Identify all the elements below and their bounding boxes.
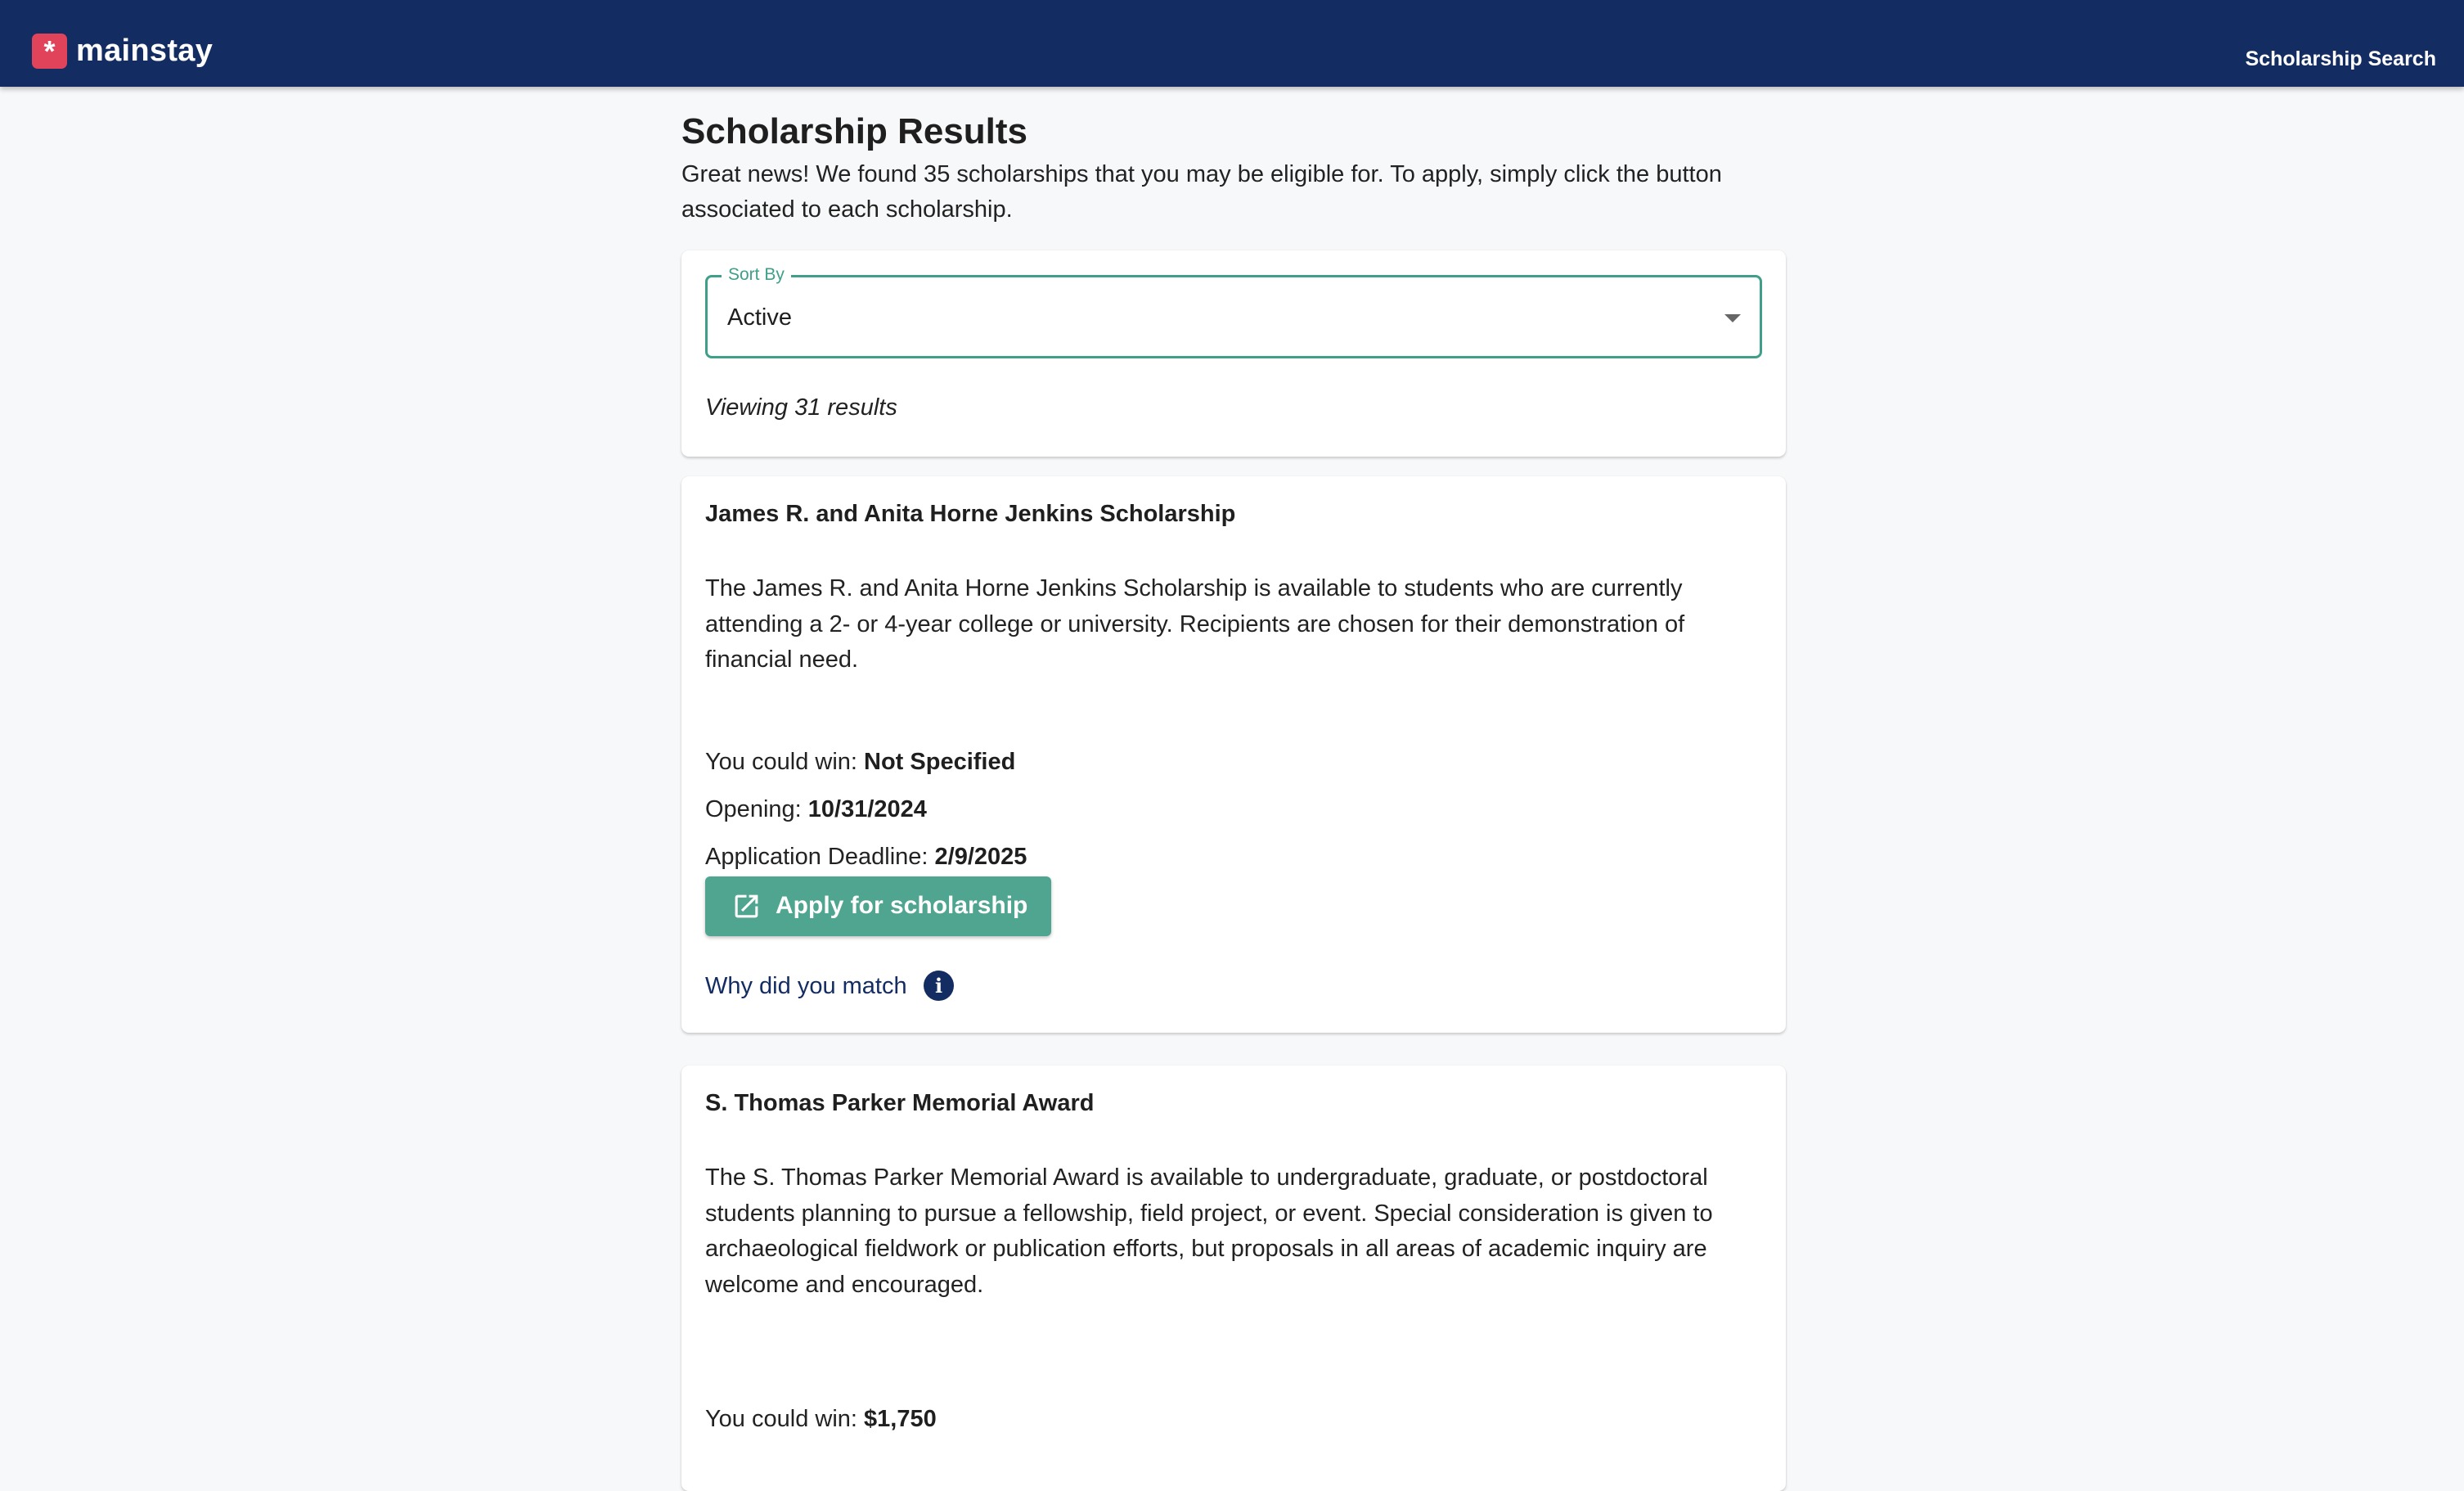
deadline-label: Application Deadline: — [705, 844, 928, 870]
scholarship-title: S. Thomas Parker Memorial Award — [705, 1090, 1095, 1116]
why-did-you-match-link[interactable]: Why did you match — [705, 973, 907, 999]
scholarship-description: The S. Thomas Parker Memorial Award is available to undergraduate, graduate, or postdoctoral students planning to pursue a fellowship, field project, or event. Special consideration is given to archaeological fieldwork or publication efforts, but proposals in all areas of academic inquiry are welcome and encouraged. — [705, 1164, 1713, 1298]
award-label: You could win: — [705, 1406, 857, 1432]
award-value: $1,750 — [864, 1406, 937, 1432]
scholarship-card — [681, 476, 1786, 1033]
award-value: Not Specified — [864, 749, 1016, 775]
opening-label: Opening: — [705, 796, 802, 822]
apply-button-label: Apply for scholarship — [776, 892, 1028, 919]
top-navigation-bar — [0, 0, 2464, 87]
award-amount — [705, 749, 1015, 776]
caret-down-icon[interactable] — [1724, 314, 1741, 322]
award-label: You could win: — [705, 749, 857, 775]
scholarship-search-link[interactable]: Scholarship Search — [2245, 47, 2436, 70]
page-intro: Great news! We found 35 scholarships that you may be eligible for. To apply, simply click the button associated to each scholarship. — [681, 161, 1722, 223]
scholarship-card — [681, 1065, 1786, 1491]
sort-by-select[interactable] — [705, 265, 1762, 358]
application-deadline — [705, 844, 1027, 871]
award-amount — [705, 1406, 937, 1433]
info-icon[interactable]: i — [924, 971, 954, 1001]
deadline-value: 2/9/2025 — [934, 844, 1027, 870]
scholarship-description: The James R. and Anita Horne Jenkins Scholarship is available to students who are currently attending a 2- or 4-year college or university. Recipients are chosen for their demonstration of financial need. — [705, 575, 1685, 673]
external-link-icon — [731, 891, 762, 921]
asterisk-logo-icon: * — [32, 34, 67, 69]
apply-for-scholarship-button[interactable] — [705, 876, 1051, 936]
sort-by-value: Active — [727, 304, 792, 331]
opening-date — [705, 796, 927, 823]
results-count: Viewing 31 results — [705, 394, 897, 421]
sort-card — [681, 250, 1786, 457]
scholarship-title: James R. and Anita Horne Jenkins Scholarship — [705, 501, 1236, 527]
logo-text: mainstay — [76, 34, 214, 68]
sort-by-label: Sort By — [722, 265, 791, 285]
opening-value: 10/31/2024 — [807, 796, 927, 822]
page-title: Scholarship Results — [681, 111, 1028, 151]
mainstay-logo[interactable] — [32, 34, 213, 69]
